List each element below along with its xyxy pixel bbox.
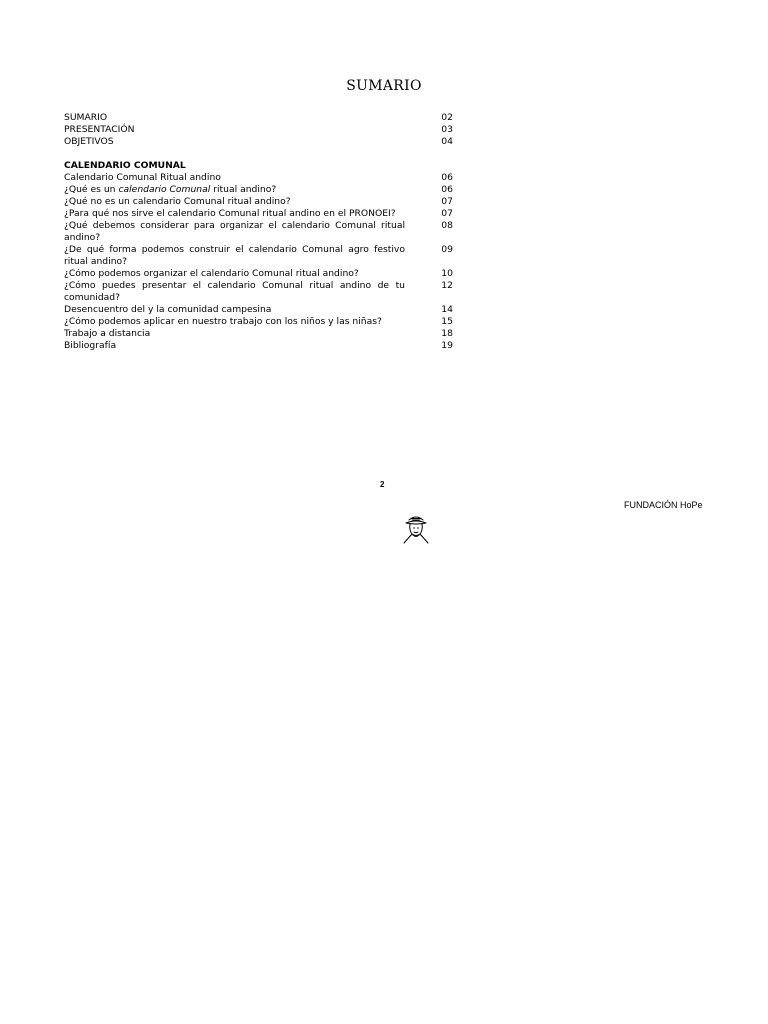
toc-entry-page: 06 xyxy=(441,172,453,183)
toc-entry[interactable] xyxy=(64,220,454,244)
toc-entry-objetivos[interactable] xyxy=(64,136,454,148)
toc-entry-page: 18 xyxy=(441,328,453,339)
toc-entry-page: 10 xyxy=(441,268,453,279)
toc-entry-label: ¿Cómo podemos organizar el calendario Comunal ritual andino? xyxy=(64,268,359,279)
toc-entry-label: Desencuentro del y la comunidad campesina xyxy=(64,304,272,315)
toc-entry-label-pre: ¿Qué es un xyxy=(64,184,119,195)
toc-entry-label: ¿Cómo podemos aplicar en nuestro trabajo con los niños y las niñas? xyxy=(64,316,382,327)
toc-entry-page: 06 xyxy=(441,184,453,195)
toc-entry-page: 04 xyxy=(441,136,453,147)
page-number: 2 xyxy=(380,480,385,489)
toc-entry-label: Bibliografía xyxy=(64,340,117,351)
toc-entry-label: ¿De qué forma podemos construir el calendario Comunal agro festivo ritual andino? xyxy=(64,244,405,267)
toc-entry-label: ¿Cómo puedes presentar el calendario Comunal ritual andino de tu comunidad? xyxy=(64,280,405,303)
table-of-contents xyxy=(64,112,454,352)
toc-entry-label: ¿Para qué nos sirve el calendario Comunal ritual andino en el PRONOEI? xyxy=(64,208,396,219)
section-heading: CALENDARIO COMUNAL xyxy=(64,160,186,171)
footer-organization: FUNDACIÓN HoPe xyxy=(624,500,703,510)
toc-entry[interactable] xyxy=(64,196,454,208)
toc-entry-label-post: ritual andino? xyxy=(210,184,277,195)
toc-entry-label: PRESENTACIÓN xyxy=(64,124,135,135)
toc-entry-page: 12 xyxy=(441,280,453,291)
toc-entry[interactable] xyxy=(64,244,454,268)
child-with-hat-icon xyxy=(400,513,432,545)
toc-entry-page: 19 xyxy=(441,340,453,351)
toc-entry[interactable] xyxy=(64,340,454,352)
toc-entry[interactable] xyxy=(64,316,454,328)
toc-entry-page: 07 xyxy=(441,196,453,207)
toc-entry[interactable] xyxy=(64,268,454,280)
toc-entry-presentacion[interactable] xyxy=(64,124,454,136)
page-title: SUMARIO xyxy=(346,78,422,94)
toc-entry-page: 08 xyxy=(441,220,453,231)
toc-entry[interactable] xyxy=(64,172,454,184)
toc-entry-label xyxy=(64,184,405,196)
toc-entry-page: 15 xyxy=(441,316,453,327)
toc-entry[interactable] xyxy=(64,208,454,220)
toc-entry-label: OBJETIVOS xyxy=(64,136,114,147)
toc-entry-sumario[interactable] xyxy=(64,112,454,124)
toc-entry-page: 14 xyxy=(441,304,453,315)
toc-entry-label: Trabajo a distancia xyxy=(64,328,151,339)
toc-entry-label: Calendario Comunal Ritual andino xyxy=(64,172,221,183)
toc-entry-label: ¿Qué no es un calendario Comunal ritual andino? xyxy=(64,196,291,207)
toc-entry-label: ¿Qué debemos considerar para organizar el calendario Comunal ritual andino? xyxy=(64,220,405,243)
spacer xyxy=(64,148,454,160)
toc-entry[interactable] xyxy=(64,184,454,196)
toc-entry-page: 09 xyxy=(441,244,453,255)
toc-entry-page: 07 xyxy=(441,208,453,219)
toc-entry-label: SUMARIO xyxy=(64,112,108,123)
toc-entry-label-emphasis: calendario Comunal xyxy=(118,184,211,195)
toc-entry[interactable] xyxy=(64,280,454,304)
toc-entry-page: 03 xyxy=(441,124,453,135)
toc-entry-page: 02 xyxy=(441,112,453,123)
toc-entry[interactable] xyxy=(64,328,454,340)
toc-entry[interactable] xyxy=(64,304,454,316)
